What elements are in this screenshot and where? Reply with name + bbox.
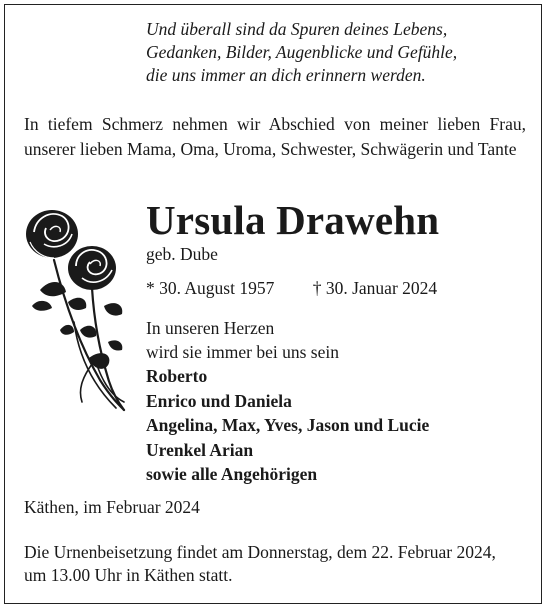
mourner-entry: Roberto — [146, 366, 208, 386]
mourner-entry: Enrico und Daniela — [146, 390, 292, 411]
memorial-verse — [146, 317, 339, 364]
intro-text: In tiefem Schmerz nehmen wir Abschied von meiner lieben Frau, unserer lieben Mama, Oma, Uroma, Schwester, Schwägerin und Tante — [24, 114, 526, 159]
poem-line: Gedanken, Bilder, Augenblicke und Gefühle, — [146, 42, 458, 62]
mourner-entry: Urenkel Arian — [146, 439, 254, 460]
mourner-entry: sowie alle Angehörigen — [146, 464, 318, 484]
life-dates — [146, 277, 437, 299]
maiden-name: geb. Dube — [146, 244, 218, 264]
death-date: † 30. Januar 2024 — [312, 278, 438, 298]
burial-notice — [24, 541, 496, 587]
verse-line: In unseren Herzen — [146, 318, 275, 338]
poem — [146, 18, 457, 87]
place-date: Käthen, im Februar 2024 — [24, 497, 200, 517]
poem-line: die uns immer an dich erinnern werden. — [146, 65, 426, 85]
notice-line: Die Urnenbeisetzung findet am Donnerstag, dem 22. Februar 2024, — [24, 542, 496, 562]
rose-icon — [20, 202, 142, 414]
deceased-name: Ursula Drawehn — [146, 197, 440, 243]
mourner-entry: Angelina, Max, Yves, Jason und Lucie — [146, 415, 430, 435]
mourners-list — [146, 364, 429, 487]
birth-date: * 30. August 1957 — [146, 278, 275, 298]
poem-line: Und überall sind da Spuren deines Lebens, — [146, 19, 448, 39]
notice-line: um 13.00 Uhr in Käthen statt. — [24, 565, 233, 585]
verse-line: wird sie immer bei uns sein — [146, 341, 339, 362]
